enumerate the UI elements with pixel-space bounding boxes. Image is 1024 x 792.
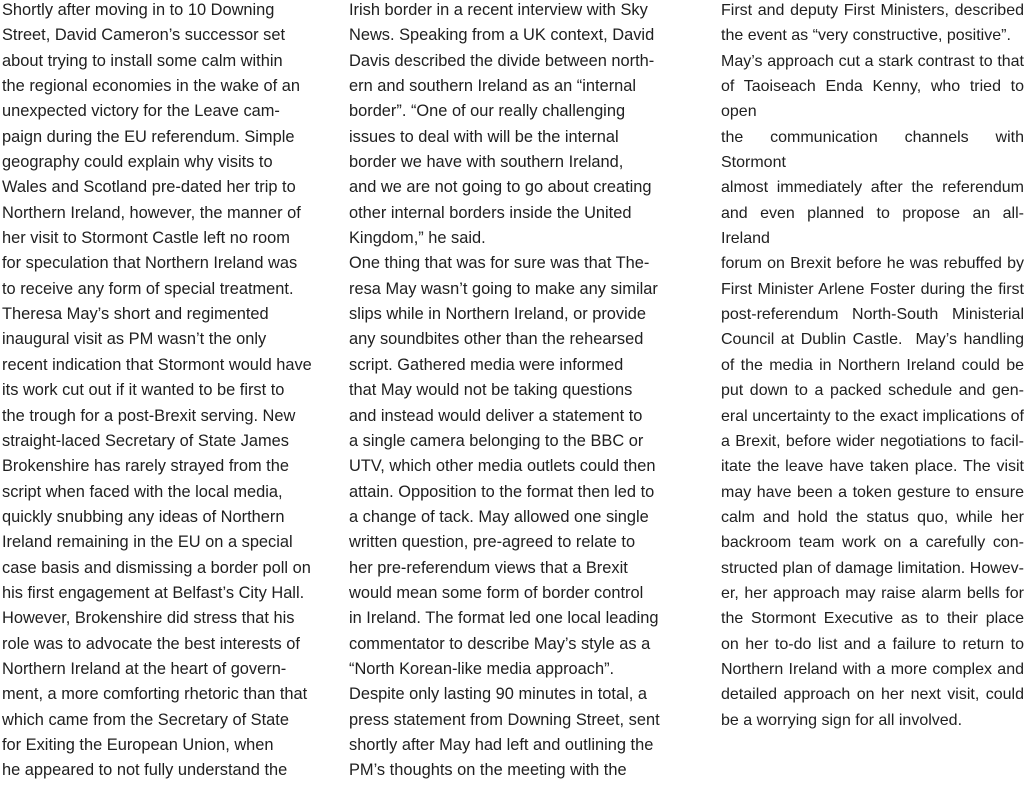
text-line: calm and hold the status quo, while her [721,508,1024,526]
text-line: case basis and dismissing a border poll on [2,558,311,577]
text-line: script when faced with the local media, [2,482,283,501]
text-line: Council at Dublin Castle. May’s handling [721,331,1024,349]
text-line: he appeared to not fully understand the [2,761,288,780]
text-line: PM’s thoughts on the meeting with the [349,761,627,780]
text-line: structed plan of damage limitation. Howev- [721,559,1024,577]
text-line: forum on Brexit before he was rebuffed by [721,255,1024,273]
text-line: for speculation that Northern Ireland was [2,254,298,273]
text-line: Northern Ireland, however, the manner of [2,203,301,222]
text-line: First Minister Arlene Foster during the first [721,280,1024,298]
text-line: One thing that was for sure was that The- [349,254,650,273]
text-line: a Brexit, before wider negotiations to facil- [721,432,1024,450]
text-line: may have been a token gesture to ensure [721,483,1024,501]
text-line: for Exiting the European Union, when [2,735,274,754]
text-line: Wales and Scotland pre-dated her trip to [2,178,296,197]
text-line: his first engagement at Belfast’s City Hall. [2,583,305,602]
text-line: and we are not going to go about creating [349,178,652,197]
text-line: paign during the EU referendum. Simple [2,127,295,146]
text-line: press statement from Downing Street, sent [349,710,660,729]
article-column-3 [721,0,1024,733]
text-line: May’s approach cut a stark contrast to that [721,52,1024,70]
text-line: almost immediately after the referendum [721,179,1024,197]
text-line: Davis described the divide between north- [349,51,655,70]
text-line: her visit to Stormont Castle left no room [2,229,290,248]
article-column-1 [2,0,314,784]
text-line: the regional economies in the wake of an [2,77,300,96]
text-line: Northern Ireland with a more complex and [721,660,1024,678]
text-line: and instead would deliver a statement to [349,406,643,425]
text-line: UTV, which other media outlets could then [349,457,656,476]
text-line: issues to deal with will be the internal [349,127,619,146]
text-line: the event as “very constructive, positive”. [721,27,1011,45]
text-line: script. Gathered media were informed [349,355,624,374]
text-line: its work cut out if it wanted to be first to [2,381,285,400]
text-line: geography could explain why visits to [2,153,273,172]
text-line: other internal borders inside the United [349,203,632,222]
text-line: itate the leave have taken place. The visit [721,458,1024,476]
text-line: resa May wasn’t going to make any similar [349,279,658,298]
text-line: quickly snubbing any ideas of Northern [2,507,285,526]
text-line: Kingdom,” he said. [349,229,486,248]
text-line: Despite only lasting 90 minutes in total, a [349,685,647,704]
text-line: written question, pre-agreed to relate to [349,533,636,552]
text-line: the communication channels with Stormont [721,128,1024,172]
text-line: role was to advocate the best interests of [2,634,300,653]
text-line: and even planned to propose an all-Ireland [721,204,1024,248]
text-line: any soundbites other than the rehearsed [349,330,644,349]
text-line: border”. “One of our really challenging [349,102,626,121]
text-line: attain. Opposition to the format then led to [349,482,655,501]
text-line: Street, David Cameron’s successor set [2,26,286,45]
text-line: er, her approach may raise alarm bells for [721,584,1024,602]
text-line: be a worrying sign for all involved. [721,711,963,729]
text-line: ment, a more comforting rhetoric than that [2,685,308,704]
text-line: inaugural visit as PM wasn’t the only [2,330,267,349]
text-line: eral uncertainty to the exact implications of [721,407,1024,425]
text-line: Theresa May’s short and regimented [2,305,269,324]
text-line: First and deputy First Ministers, described [721,2,1024,19]
text-line: in Ireland. The format led one local leading [349,609,659,628]
text-line: post-referendum North-South Ministerial [721,306,1024,324]
article-column-2 [349,0,660,784]
text-line: on her to-do list and a failure to return to [721,635,1024,653]
text-line: the Stormont Executive as to their place [721,610,1024,628]
text-line: border we have with southern Ireland, [349,153,624,172]
text-line: Irish border in a recent interview with Sky [349,1,648,19]
text-line: commentator to describe May’s style as a [349,634,651,653]
text-line: that May would not be taking questions [349,381,633,400]
text-line: her pre-referendum views that a Brexit [349,558,628,577]
text-line: to receive any form of special treatment. [2,279,294,298]
text-line: unexpected victory for the Leave cam- [2,102,280,121]
text-line: recent indication that Stormont would have [2,355,312,374]
text-line: backroom team work on a carefully con- [721,534,1024,552]
text-line: Northern Ireland at the heart of govern- [2,659,287,678]
text-line: Brokenshire has rarely strayed from the [2,457,289,476]
text-line: which came from the Secretary of State [2,710,289,729]
text-line: a change of tack. May allowed one single [349,507,649,526]
text-line: straight-laced Secretary of State James [2,431,289,450]
text-line: of the media in Northern Ireland could be [721,356,1024,374]
text-line: “North Korean-like media approach”. [349,659,615,678]
text-line: shortly after May had left and outlining the [349,735,654,754]
text-line: detailed approach on her next visit, could [721,686,1024,704]
text-line: ern and southern Ireland as an “internal [349,77,637,96]
text-line: about trying to install some calm within [2,51,283,70]
text-line: the trough for a post-Brexit serving. New [2,406,296,425]
text-line: a single camera belonging to the BBC or [349,431,644,450]
text-line: of Taoiseach Enda Kenny, who tried to open [721,78,1024,121]
text-line: Shortly after moving in to 10 Downing [2,1,275,19]
text-line: would mean some form of border control [349,583,644,602]
text-line: Ireland remaining in the EU on a special [2,533,293,552]
text-line: put down to a packed schedule and gen- [721,382,1024,400]
text-line: News. Speaking from a UK context, David [349,26,655,45]
text-line: slips while in Northern Ireland, or provide [349,305,646,324]
text-line: However, Brokenshire did stress that his [2,609,295,628]
